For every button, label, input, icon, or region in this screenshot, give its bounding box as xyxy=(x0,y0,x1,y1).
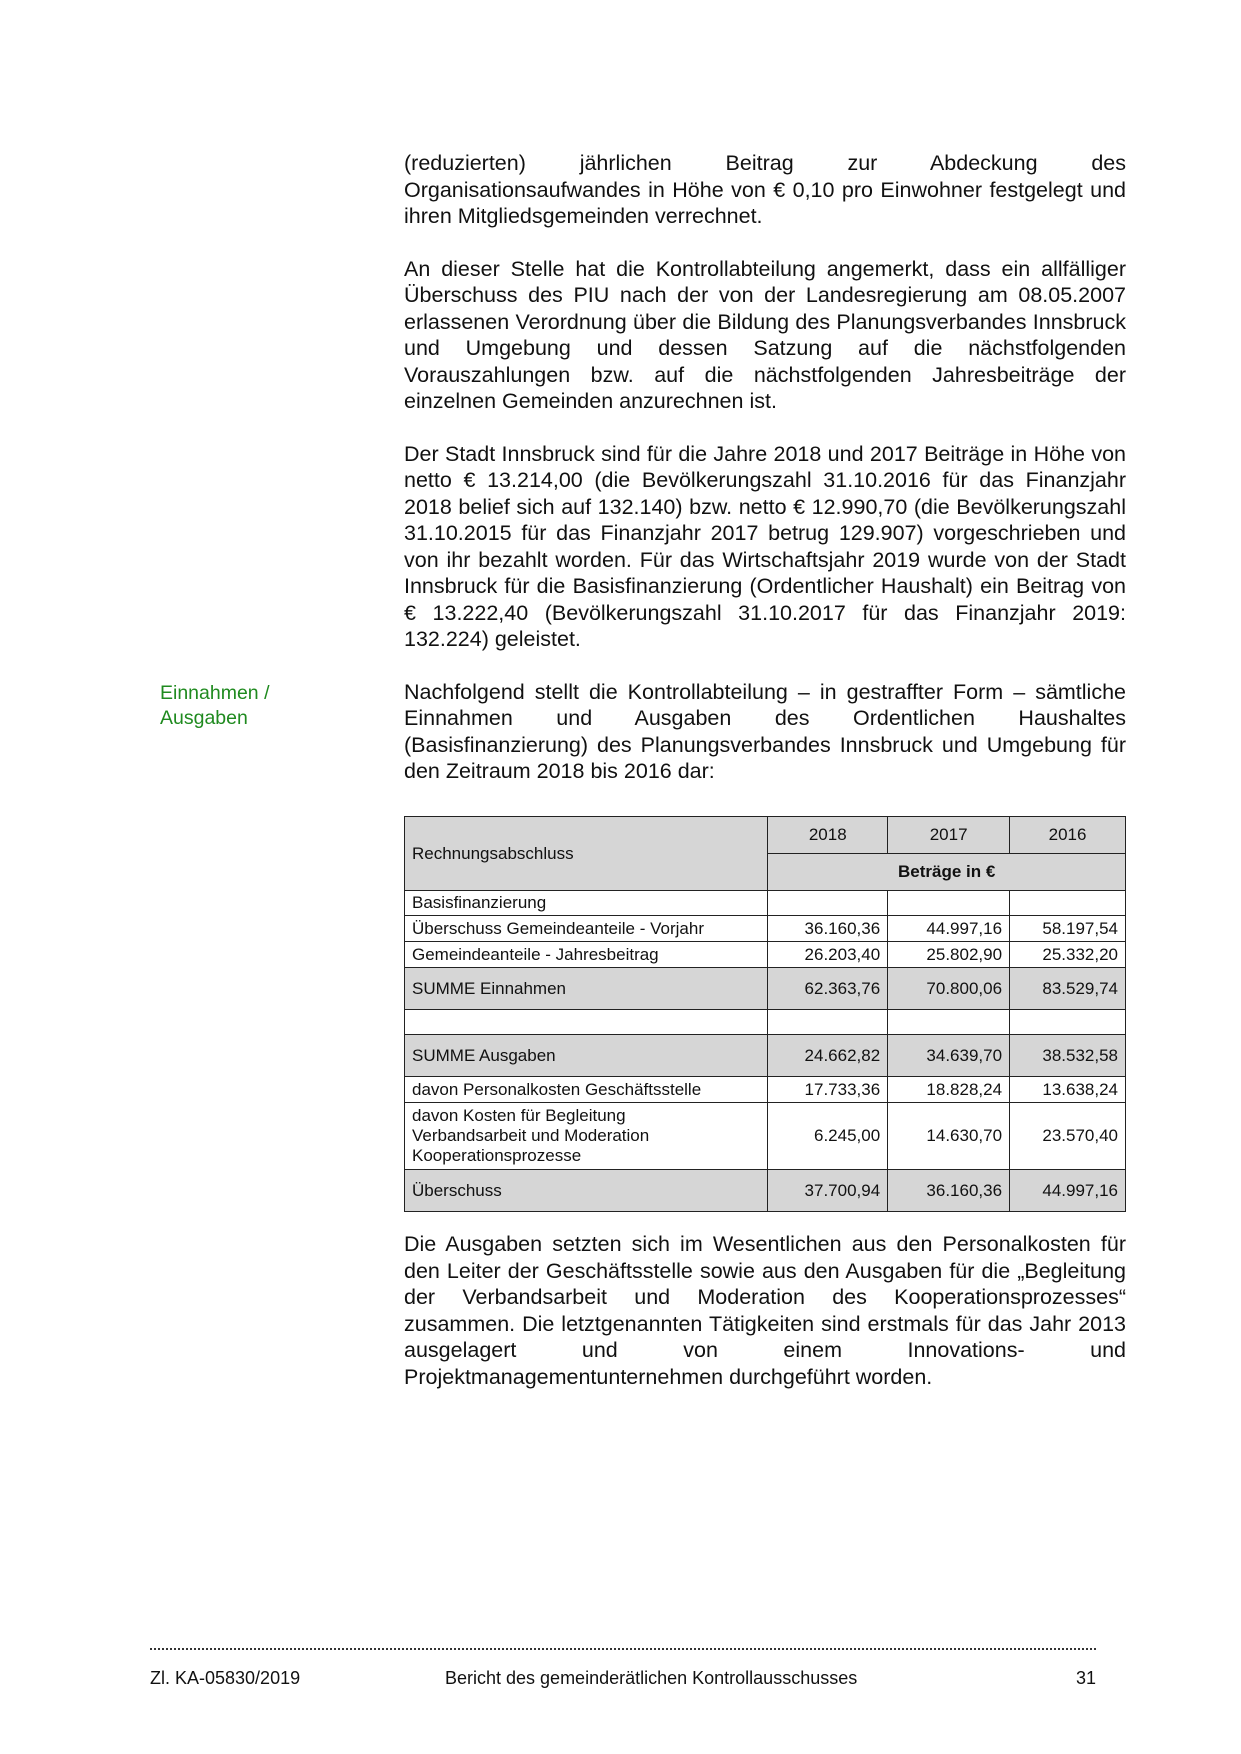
header-year-2016: 2016 xyxy=(1010,817,1126,854)
table-row-ueberschuss xyxy=(405,1170,1126,1212)
header-rechnungsabschluss: Rechnungsabschluss xyxy=(405,817,768,891)
margin-note-einnahmen-ausgaben xyxy=(160,681,360,731)
table-row-spacer xyxy=(405,1010,1126,1035)
row-label: SUMME Ausgaben xyxy=(405,1035,768,1077)
value-2016: 58.197,54 xyxy=(1010,916,1126,942)
empty-cell xyxy=(768,891,888,916)
financial-summary-table xyxy=(404,816,1126,1212)
paragraph-organisationsaufwand: (reduzierten) jährlichen Beitrag zur Abdeckung des Organisationsaufwandes in Höhe von € 0,10 pro Einwohner festgelegt und ihren Mitgliedsgemeinden verrechnet. xyxy=(404,151,1126,228)
footer-page-number: 31 xyxy=(1075,1668,1096,1688)
table-row xyxy=(405,1103,1126,1170)
body-text-column xyxy=(404,150,1126,811)
empty-cell xyxy=(1010,1010,1126,1035)
paragraph-beitraege-innsbruck: Der Stadt Innsbruck sind für die Jahre 2018 und 2017 Beiträge in Höhe von netto € 13.214,00 (die Bevölkerungszahl 31.10.2016 für das Finanzjahr 2018 belief sich auf 132.140) bzw. netto € 12.990,70 (die Bevölkerungszahl 31.10.2015 für das Finanzjahr 2017 betrug 129.907) vorgeschrieben und von ihr bezahlt worden. Für das Wirtschaftsjahr 2019 wurde von der Stadt Innsbruck für die Basisfinanzierung (Ordentlicher Haushalt) ein Beitrag von € 13.222,40 (Bevölkerungszahl 31.10.2017 für das Finanzjahr 2019: 132.224) geleistet. xyxy=(404,441,1126,651)
value-2017: 34.639,70 xyxy=(888,1035,1010,1077)
empty-cell xyxy=(888,1010,1010,1035)
value-2016: 38.532,58 xyxy=(1010,1035,1126,1077)
value-2017: 25.802,90 xyxy=(888,942,1010,968)
table-row-basisfinanzierung xyxy=(405,891,1126,916)
footer-divider xyxy=(150,1648,1096,1650)
row-label: Überschuss Gemeindeanteile - Vorjahr xyxy=(405,916,768,942)
value-2017: 44.997,16 xyxy=(888,916,1010,942)
table-header-row xyxy=(405,817,1126,854)
table-row xyxy=(405,942,1126,968)
value-2016: 44.997,16 xyxy=(1010,1170,1126,1212)
value-2018: 62.363,76 xyxy=(768,968,888,1010)
margin-note-line-1: Einnahmen / xyxy=(160,682,270,704)
value-2017: 18.828,24 xyxy=(888,1077,1010,1103)
row-label-line: Kooperationsprozesse xyxy=(412,1146,582,1165)
footer-reference-number: Zl. KA-05830/2019 xyxy=(150,1668,301,1688)
empty-cell xyxy=(888,891,1010,916)
empty-cell xyxy=(405,1010,768,1035)
value-2017: 70.800,06 xyxy=(888,968,1010,1010)
value-2018: 17.733,36 xyxy=(768,1077,888,1103)
margin-note-line-2: Ausgaben xyxy=(160,707,248,729)
row-label-line: davon Kosten für Begleitung xyxy=(412,1106,626,1125)
paragraph-ueberschuss-anrechnung: An dieser Stelle hat die Kontrollabteilung angemerkt, dass ein allfälliger Überschuss des PIU nach der von der Landesregierung am 08.05.2007 erlassenen Verordnung über die Bildung des Planungsverbandes Innsbruck und Umgebung und dessen Satzung auf die nächstfolgenden Vorauszahlungen bzw. auf die nächstfolgenden Jahresbeiträge der einzelnen Gemeinden anzurechnen ist. xyxy=(404,256,1126,413)
paragraph-ausgaben-erlaeuterung: Die Ausgaben setzten sich im Wesentlichen aus den Personalkosten für den Leiter der Geschäftsstelle sowie aus den Ausgaben für die „Begleitung der Verbandsarbeit und Moderation des Kooperationsprozesses“ zusammen. Die letztgenannten Tätigkeiten sind erstmals für das Jahr 2013 ausgelagert und von einem Innovations- und Projektmanagementunternehmen durchgeführt worden. xyxy=(404,1232,1126,1389)
table-row xyxy=(405,916,1126,942)
header-year-2017: 2017 xyxy=(888,817,1010,854)
row-label: Überschuss xyxy=(405,1170,768,1212)
table-row-summe-einnahmen xyxy=(405,968,1126,1010)
value-2016: 83.529,74 xyxy=(1010,968,1126,1010)
row-label xyxy=(405,1103,768,1170)
row-label-line: Verbandsarbeit und Moderation xyxy=(412,1126,650,1145)
value-2017: 36.160,36 xyxy=(888,1170,1010,1212)
value-2018: 6.245,00 xyxy=(768,1103,888,1170)
value-2018: 37.700,94 xyxy=(768,1170,888,1212)
row-label: Gemeindeanteile - Jahresbeitrag xyxy=(405,942,768,968)
value-2018: 24.662,82 xyxy=(768,1035,888,1077)
footer-report-title: Bericht des gemeinderätlichen Kontrollausschusses xyxy=(445,1668,858,1688)
value-2017: 14.630,70 xyxy=(888,1103,1010,1170)
paragraph-table-intro: Nachfolgend stellt die Kontrollabteilung – in gestraffter Form – sämtliche Einnahmen und Ausgaben des Ordentlichen Haushaltes (Basisfinanzierung) des Planungsverbandes Innsbruck und Umgebung für den Zeitraum 2018 bis 2016 dar: xyxy=(404,679,1126,783)
row-label: davon Personalkosten Geschäftsstelle xyxy=(405,1077,768,1103)
empty-cell xyxy=(1010,891,1126,916)
row-label: Basisfinanzierung xyxy=(405,891,768,916)
value-2016: 23.570,40 xyxy=(1010,1103,1126,1170)
value-2016: 13.638,24 xyxy=(1010,1077,1126,1103)
value-2018: 26.203,40 xyxy=(768,942,888,968)
value-2016: 25.332,20 xyxy=(1010,942,1126,968)
table-row-summe-ausgaben xyxy=(405,1035,1126,1077)
header-year-2018: 2018 xyxy=(768,817,888,854)
header-unit-label: Beträge in € xyxy=(768,854,1126,891)
value-2018: 36.160,36 xyxy=(768,916,888,942)
table-row xyxy=(405,1077,1126,1103)
empty-cell xyxy=(768,1010,888,1035)
row-label: SUMME Einnahmen xyxy=(405,968,768,1010)
